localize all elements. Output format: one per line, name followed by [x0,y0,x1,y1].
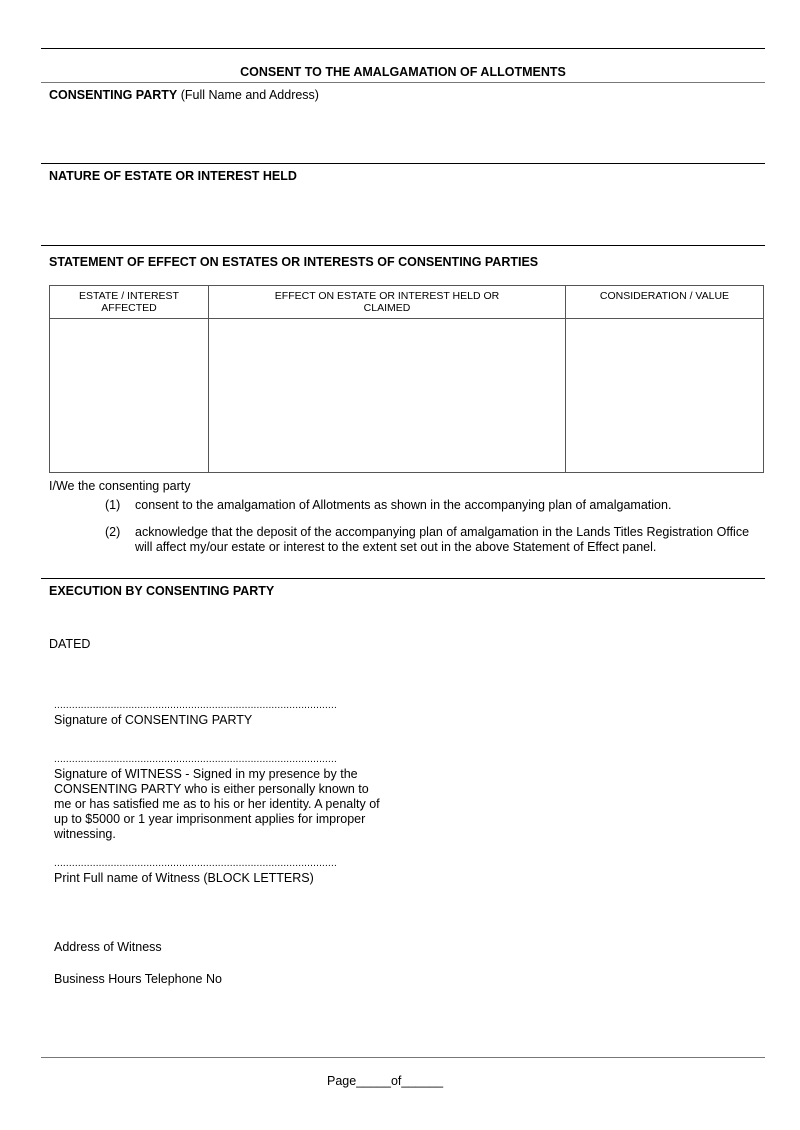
page-number: Page_____of______ [327,1074,444,1088]
witness-name-line[interactable]: ............................................................................................... [54,859,337,869]
section-rule-1 [41,163,765,164]
estate-cell[interactable] [50,319,209,473]
signature-party-label: Signature of CONSENTING PARTY [54,713,253,727]
signature-witness-label: Signature of WITNESS - Signed in my presence by the CONSENTING PARTY who is either personally known to me or has satisfied me as to his or her identity. A penalty of up to $5000 or 1 year imprisonment applies for improper witnessing. [54,767,380,841]
signature-party-line[interactable]: ............................................................................................... [54,701,337,711]
witness-address-label: Address of Witness [54,940,162,954]
col-header-consideration: CONSIDERATION / VALUE [566,286,764,319]
nature-of-estate-label: NATURE OF ESTATE OR INTEREST HELD [49,169,297,183]
section-rule-2 [41,245,765,246]
consenting-party-heading [49,88,319,103]
consent-item-number: (1) [105,498,121,512]
statement-of-effect-label: STATEMENT OF EFFECT ON ESTATES OR INTERESTS OF CONSENTING PARTIES [49,255,539,269]
consenting-party-hint: (Full Name and Address) [177,88,319,102]
effect-cell[interactable] [209,319,566,473]
dated-label: DATED [49,637,91,651]
witness-phone-label: Business Hours Telephone No [54,972,222,986]
consent-item-text: acknowledge that the deposit of the accompanying plan of amalgamation in the Lands Titles Registration Office will affect my/our estate or interest to the extent set out in the above Statement of Effect panel. [135,525,750,554]
table-header-row [50,286,764,319]
consenting-party-label: CONSENTING PARTY [49,88,178,102]
statement-of-effect-table [49,285,764,473]
consent-item-number: (2) [105,525,121,539]
top-rule [41,48,765,49]
col-header-estate: ESTATE / INTEREST AFFECTED [50,286,209,319]
section-rule-3 [41,578,765,579]
signature-witness-line[interactable]: ............................................................................................... [54,755,337,765]
witness-name-label: Print Full name of Witness (BLOCK LETTERS) [54,871,314,885]
execution-label: EXECUTION BY CONSENTING PARTY [49,584,275,598]
consideration-cell[interactable] [566,319,764,473]
title-rule [41,82,765,83]
page-title: CONSENT TO THE AMALGAMATION OF ALLOTMENTS [240,65,566,79]
table-row [50,319,764,473]
col-header-effect: EFFECT ON ESTATE OR INTEREST HELD OR CLAIMED [209,286,566,319]
consent-intro: I/We the consenting party [49,479,191,493]
consent-item-text: consent to the amalgamation of Allotments as shown in the accompanying plan of amalgamation. [135,498,672,512]
footer-rule [41,1057,765,1058]
